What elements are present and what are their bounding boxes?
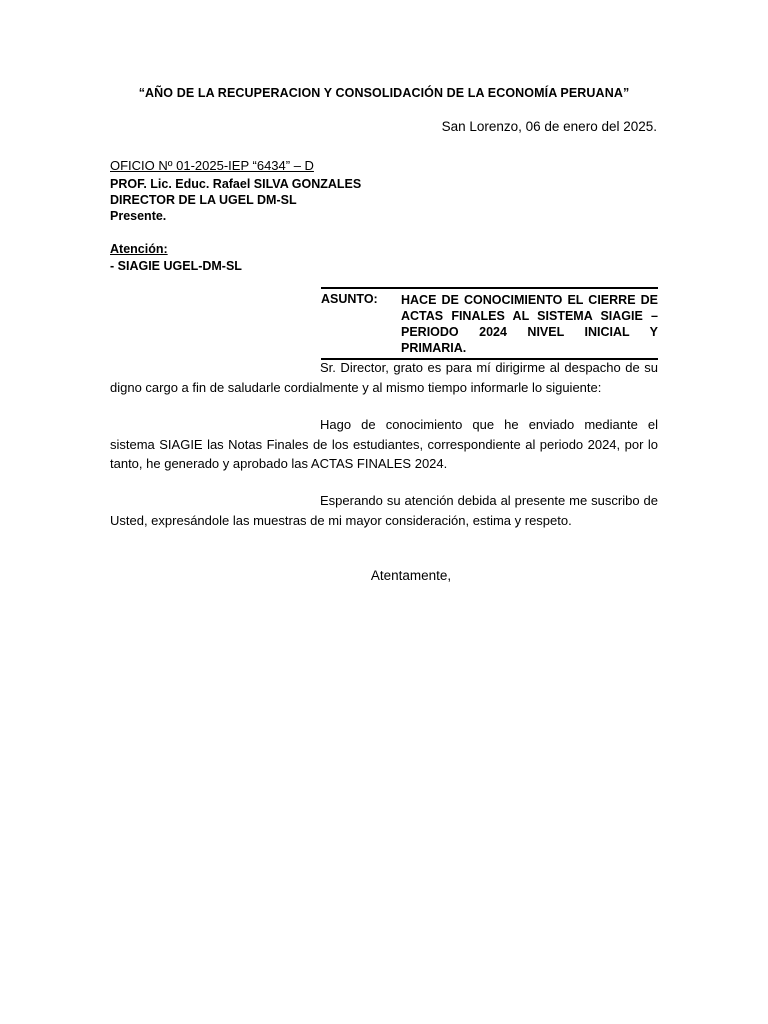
year-motto-heading: “AÑO DE LA RECUPERACION Y CONSOLIDACIÓN DE LA ECONOMÍA PERUANA” — [138, 86, 630, 100]
asunto-text: HACE DE CONOCIMIENTO EL CIERRE DE ACTAS FINALES AL SISTEMA SIAGIE – PERIODO 2024 NIVEL INICIAL Y PRIMARIA. — [401, 293, 658, 355]
asunto-block — [321, 287, 658, 360]
attention-colon: : — [163, 242, 168, 256]
attention-label: Atención — [110, 242, 164, 256]
date-line: San Lorenzo, 06 de enero del 2025. — [441, 119, 657, 134]
body-paragraph: Esperando su atención debida al presente me suscribo de Usted, expresándole las muestras de mi mayor consideración, estima y respeto. — [110, 493, 658, 528]
body-paragraph: Sr. Director, grato es para mí dirigirme al despacho de su digno cargo a fin de saludarle cordialmente y al mismo tiempo informarle lo siguiente: — [110, 360, 658, 395]
attention-label-line — [110, 241, 168, 257]
body-paragraph: Hago de conocimiento que he enviado mediante el sistema SIAGIE las Notas Finales de los estudiantes, correspondiente al periodo 2024, por lo tanto, he generado y aprobado las ACTAS FINALES 2024. — [110, 417, 658, 471]
recipient-position: DIRECTOR DE LA UGEL DM-SL — [110, 193, 297, 207]
asunto-label: ASUNTO: — [321, 292, 378, 306]
presente-line: Presente. — [110, 209, 167, 223]
oficio-number: OFICIO Nº 01-2025-IEP “6434” – D — [110, 158, 314, 173]
closing-salutation: Atentamente, — [370, 568, 452, 583]
attention-item: - SIAGIE UGEL-DM-SL — [110, 259, 242, 273]
recipient-name: PROF. Lic. Educ. Rafael SILVA GONZALES — [110, 177, 362, 191]
